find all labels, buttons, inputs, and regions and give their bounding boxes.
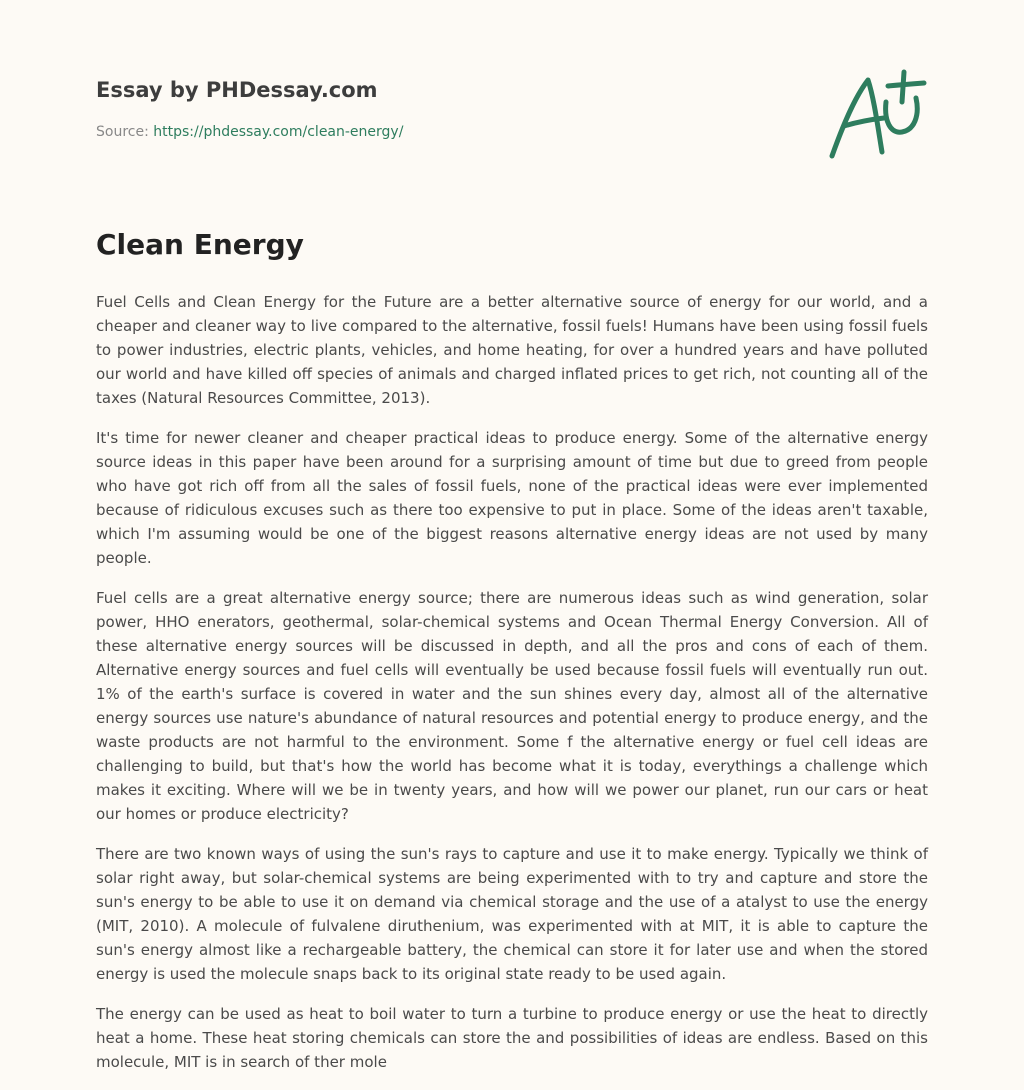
source-link[interactable]: https://phdessay.com/clean-energy/ (153, 124, 404, 140)
essay-paragraph: Fuel cells are a great alternative energy source; there are numerous ideas such as wind generation, solar power, HHO enerators, geothermal, solar-chemical systems and Ocean Thermal Energy Conversion. All of these alternative energy sources will be discussed in depth, and all the pros and cons of each of them. Alternative energy sources and fuel cells will eventually be used because fossil fuels will eventually run out. 1% of the earth's surface is covered in water and the sun shines every day, almost all of the alternative energy sources use nature's abundance of natural resources and potential energy to produce energy, and the waste products are not harmful to the environment. Some f the alternative energy or fuel cell ideas are challenging to build, but that's how the world has become what it is today, everythings a challenge which makes it exciting. Where will we be in twenty years, and how will we power our planet, run our cars or heat our homes or produce electricity? (96, 589, 928, 823)
essay-title: Clean Energy (96, 228, 304, 261)
source-label: Source: (96, 124, 154, 140)
a-plus-grade-icon (824, 68, 928, 164)
essay-paragraph: Fuel Cells and Clean Energy for the Future are a better alternative source of energy for our world, and a cheaper and cleaner way to live compared to the alternative, fossil fuels! Humans have been using fossil fuels to power industries, electric plants, vehicles, and home heating, for over a hundred years and have polluted our world and have killed off species of animals and charged inflated prices to get rich, not counting all of the taxes (Natural Resources Committee, 2013). (96, 293, 928, 407)
page-header (96, 76, 928, 196)
essay-paragraph: There are two known ways of using the sun's rays to capture and use it to make energy. Typically we think of solar right away, but solar-chemical systems are being experimented with to try and capture and store the sun's energy to be able to use it on demand via chemical storage and the use of a atalyst to use the energy (MIT, 2010). A molecule of fulvalene diruthenium, was experimented with at MIT, it is able to capture the sun's energy almost like a rechargeable battery, the chemical can store it for later use and when the stored energy is used the molecule snaps back to its original state ready to be used again. (96, 845, 928, 983)
essay-paragraph: It's time for newer cleaner and cheaper practical ideas to produce energy. Some of the alternative energy source ideas in this paper have been around for a surprising amount of time but due to greed from people who have got rich off from all the sales of fossil fuels, none of the practical ideas were ever implemented because of ridiculous excuses such as there too expensive to put in place. Some of the ideas aren't taxable, which I'm assuming would be one of the biggest reasons alternative energy ideas are not used by many people. (96, 429, 928, 567)
brand-title: Essay by PHDessay.com (96, 78, 378, 102)
source-line (96, 122, 928, 142)
essay-content (96, 226, 928, 1090)
essay-paragraph: The energy can be used as heat to boil water to turn a turbine to produce energy or use the heat to directly heat a home. These heat storing chemicals can store the and possibilities of ideas are endless. Based on this molecule, MIT is in search of ther mole (96, 1005, 928, 1071)
